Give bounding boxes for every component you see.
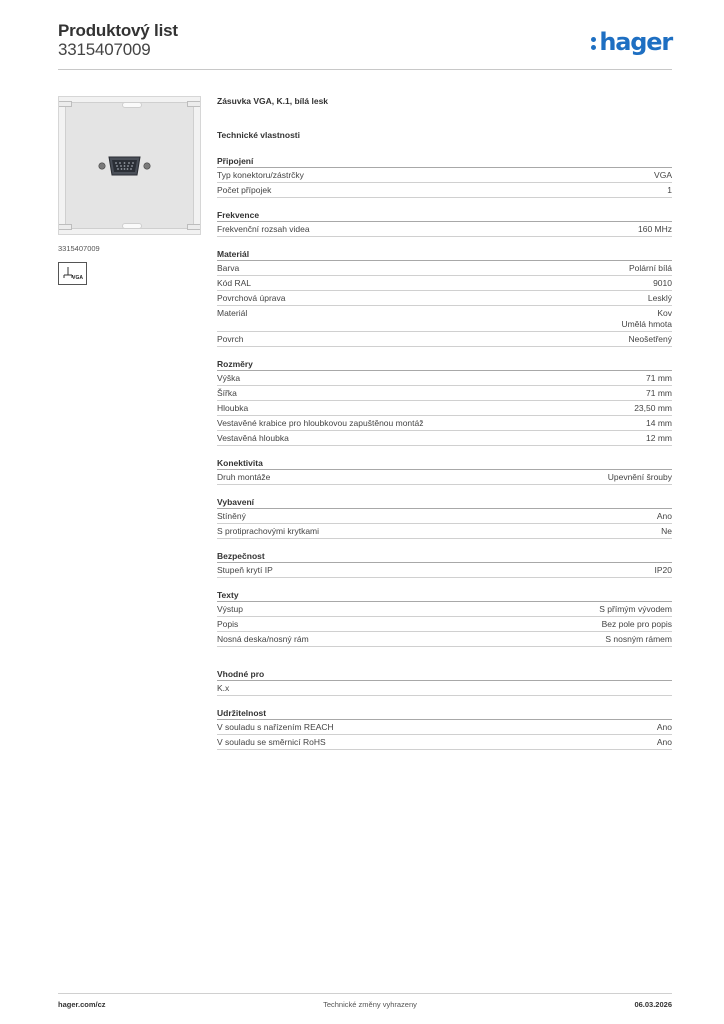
- spec-label: V souladu s nařízením REACH: [217, 721, 334, 732]
- spec-value: Bez pole pro popis: [601, 618, 672, 629]
- frame-clip: [187, 224, 201, 230]
- spec-value: S přímým vývodem: [599, 603, 672, 614]
- spec-value: S nosným rámem: [605, 633, 672, 644]
- vga-connector-icon: [97, 154, 152, 178]
- product-image: [58, 96, 201, 235]
- spec-group: [217, 209, 672, 237]
- spec-value: 71 mm: [646, 387, 672, 398]
- spec-group-title: Konektivita: [217, 457, 672, 470]
- spec-value: 1: [667, 184, 672, 195]
- spec-value: Kov Umělá hmota: [621, 307, 672, 329]
- spec-value: VGA: [654, 169, 672, 180]
- specifications-column: [217, 96, 672, 761]
- spec-row: [217, 735, 672, 750]
- plate-slot-top: [122, 102, 142, 108]
- spec-label: Počet přípojek: [217, 184, 272, 195]
- footer-website: hager.com/cz: [58, 1000, 106, 1009]
- spec-value: Upevnění šrouby: [607, 471, 672, 482]
- spec-value: 12 mm: [646, 432, 672, 443]
- page-footer: [58, 993, 672, 1009]
- spec-value: Neošetřený: [628, 333, 672, 344]
- spec-row: [217, 386, 672, 401]
- logo-text: hager: [599, 28, 672, 56]
- spec-group-title: Rozměry: [217, 358, 672, 371]
- logo-dots-icon: [591, 34, 597, 51]
- spec-label: Povrchová úprava: [217, 292, 286, 303]
- frame-clip: [187, 101, 201, 107]
- spec-group-title: Vybavení: [217, 496, 672, 509]
- vga-symbol-label: VGA: [72, 275, 83, 281]
- spec-group: [217, 496, 672, 539]
- product-number: 3315407009: [58, 40, 151, 59]
- spec-row: [217, 401, 672, 416]
- technical-properties-heading: Technické vlastnosti: [217, 130, 300, 140]
- spec-row: [217, 470, 672, 485]
- spec-label: S protiprachovými krytkami: [217, 525, 320, 536]
- spec-group-title: Připojení: [217, 155, 672, 168]
- spec-group-title: Vhodné pro: [217, 668, 672, 681]
- spec-label: Stupeň krytí IP: [217, 564, 273, 575]
- product-media-column: [58, 96, 202, 285]
- spec-label: Typ konektoru/zástrčky: [217, 169, 304, 180]
- spec-group: [217, 707, 672, 750]
- spec-label: Nosná deska/nosný rám: [217, 633, 309, 644]
- spec-row: [217, 183, 672, 198]
- footer-disclaimer: Technické změny vyhrazeny: [323, 1000, 417, 1009]
- frame-clip: [58, 101, 72, 107]
- vga-symbol-icon: [58, 262, 87, 285]
- spec-group-title: Materiál: [217, 248, 672, 261]
- spec-label: Materiál: [217, 307, 248, 318]
- spec-label: Vestavěné krabice pro hloubkovou zapuštěnou montáž: [217, 417, 424, 428]
- spec-value: Lesklý: [647, 292, 672, 303]
- spec-label: Barva: [217, 262, 240, 273]
- spec-label: Hloubka: [217, 402, 249, 413]
- spec-label: V souladu se směrnicí RoHS: [217, 736, 326, 747]
- spec-row: [217, 720, 672, 735]
- spec-row: [217, 222, 672, 237]
- spec-row: [217, 617, 672, 632]
- spec-group-title: Udržitelnost: [217, 707, 672, 720]
- spec-group: [217, 155, 672, 198]
- spec-row: [217, 306, 672, 332]
- spec-group-title: Bezpečnost: [217, 550, 672, 563]
- spec-row: [217, 602, 672, 617]
- spec-row: [217, 332, 672, 347]
- spec-group: [217, 668, 672, 696]
- spec-row: [217, 416, 672, 431]
- spec-label: Stíněný: [217, 510, 246, 521]
- spec-group-title: Texty: [217, 589, 672, 602]
- spec-group-title: Frekvence: [217, 209, 672, 222]
- spec-group: [217, 358, 672, 446]
- spec-label: Popis: [217, 618, 239, 629]
- page-header: [58, 22, 672, 70]
- spec-row: [217, 431, 672, 446]
- spec-value: Polární bílá: [629, 262, 672, 273]
- spec-value: Ne: [661, 525, 672, 536]
- spec-group: [217, 457, 672, 485]
- spec-value: Ano: [656, 736, 672, 747]
- spec-row: [217, 276, 672, 291]
- spec-value: Ano: [656, 721, 672, 732]
- spec-row: [217, 524, 672, 539]
- spec-label: Vestavěná hloubka: [217, 432, 289, 443]
- spec-value: Ano: [656, 510, 672, 521]
- spec-label: Šířka: [217, 387, 237, 398]
- product-name: Zásuvka VGA, K.1, bílá lesk: [217, 96, 329, 106]
- spec-group: [217, 550, 672, 578]
- spec-label: K.x: [217, 682, 230, 693]
- spec-label: Druh montáže: [217, 471, 271, 482]
- spec-label: Kód RAL: [217, 277, 252, 288]
- frame-clip: [58, 224, 72, 230]
- document-title: Produktový list: [58, 21, 178, 40]
- spec-group: [217, 248, 672, 347]
- spec-label: Výstup: [217, 603, 243, 614]
- spec-group: [217, 589, 672, 647]
- spec-label: Frekvenční rozsah videa: [217, 223, 310, 234]
- spec-label: Výška: [217, 372, 241, 383]
- plate-slot-bottom: [122, 223, 142, 229]
- spec-value: 71 mm: [646, 372, 672, 383]
- spec-row: [217, 681, 672, 696]
- spec-label: Povrch: [217, 333, 244, 344]
- spec-row: [217, 563, 672, 578]
- footer-date: 06.03.2026: [634, 1000, 672, 1009]
- spec-row: [217, 509, 672, 524]
- hager-logo: [591, 28, 672, 56]
- spec-row: [217, 371, 672, 386]
- spec-value: 23,50 mm: [634, 402, 672, 413]
- spec-value: 9010: [653, 277, 672, 288]
- image-caption: 3315407009: [58, 244, 100, 253]
- spec-row: [217, 261, 672, 276]
- spec-value: 160 MHz: [637, 223, 672, 234]
- spec-value: IP20: [654, 564, 672, 575]
- spec-row: [217, 632, 672, 647]
- spec-value: 14 mm: [646, 417, 672, 428]
- spec-row: [217, 168, 672, 183]
- spec-row: [217, 291, 672, 306]
- spec-groups: [217, 155, 672, 750]
